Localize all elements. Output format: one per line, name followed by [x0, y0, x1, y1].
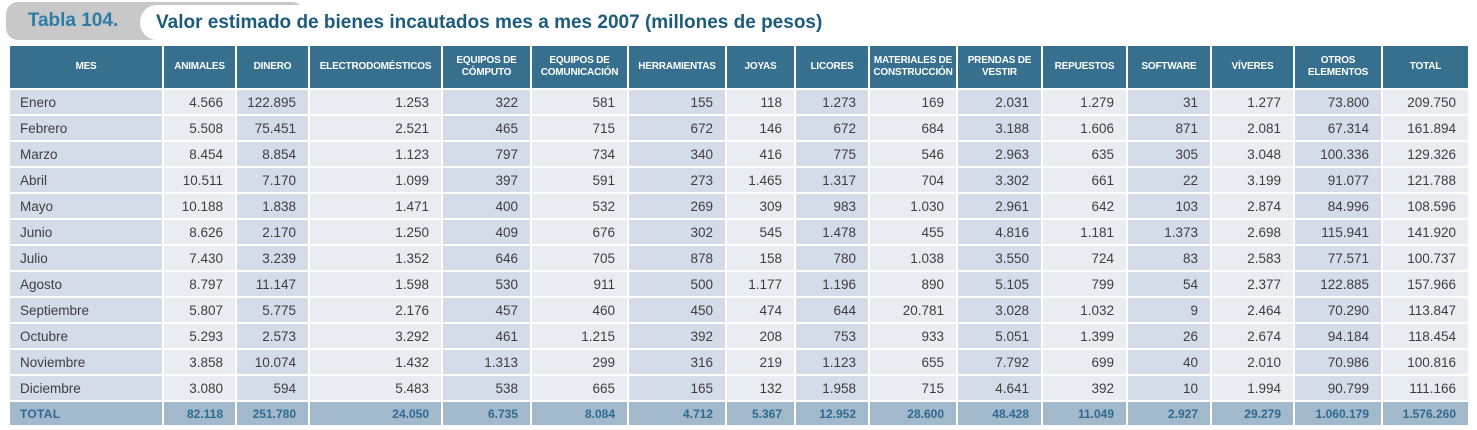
value-cell: 3.028 [958, 298, 1041, 322]
table-row [10, 298, 1468, 322]
table-row [10, 350, 1468, 374]
value-cell: 111.166 [1383, 376, 1468, 400]
value-cell: 1.399 [1043, 324, 1126, 348]
value-cell: 273 [629, 168, 725, 192]
value-cell: 5.293 [164, 324, 235, 348]
value-cell: 799 [1043, 272, 1126, 296]
table-row [10, 246, 1468, 270]
value-cell: 340 [629, 142, 725, 166]
table-row [10, 272, 1468, 296]
value-cell: 500 [629, 272, 725, 296]
value-cell: 2.170 [237, 220, 308, 244]
value-cell: 1.958 [796, 376, 868, 400]
month-cell: Junio [10, 220, 162, 244]
value-cell: 67.314 [1295, 116, 1381, 140]
value-cell: 3.239 [237, 246, 308, 270]
value-cell: 871 [1128, 116, 1210, 140]
column-header: EQUIPOS DE CÓMPUTO [443, 46, 530, 88]
value-cell: 1.030 [870, 194, 956, 218]
value-cell: 715 [532, 116, 627, 140]
value-cell: 2.874 [1212, 194, 1293, 218]
column-header: ANIMALES [164, 46, 235, 88]
column-header: PRENDAS DE VESTIR [958, 46, 1041, 88]
value-cell: 5.483 [310, 376, 441, 400]
value-cell: 8.797 [164, 272, 235, 296]
value-cell: 146 [727, 116, 794, 140]
value-cell: 780 [796, 246, 868, 270]
value-cell: 121.788 [1383, 168, 1468, 192]
value-cell: 457 [443, 298, 530, 322]
column-header: REPUESTOS [1043, 46, 1126, 88]
value-cell: 31 [1128, 90, 1210, 114]
value-cell: 2.464 [1212, 298, 1293, 322]
value-cell: 7.792 [958, 350, 1041, 374]
value-cell: 3.048 [1212, 142, 1293, 166]
value-cell: 3.550 [958, 246, 1041, 270]
column-header: VÍVERES [1212, 46, 1293, 88]
value-cell: 983 [796, 194, 868, 218]
value-cell: 9 [1128, 298, 1210, 322]
value-cell: 219 [727, 350, 794, 374]
value-cell: 157.966 [1383, 272, 1468, 296]
value-cell: 392 [1043, 376, 1126, 400]
value-cell: 546 [870, 142, 956, 166]
total-label-cell: TOTAL [10, 402, 162, 425]
value-cell: 2.031 [958, 90, 1041, 114]
value-cell: 753 [796, 324, 868, 348]
value-cell: 322 [443, 90, 530, 114]
value-cell: 705 [532, 246, 627, 270]
value-cell: 1.317 [796, 168, 868, 192]
value-cell: 1.352 [310, 246, 441, 270]
value-cell: 1.432 [310, 350, 441, 374]
total-value-cell: 4.712 [629, 402, 725, 425]
column-header: HERRAMIENTAS [629, 46, 725, 88]
value-cell: 209.750 [1383, 90, 1468, 114]
value-cell: 77.571 [1295, 246, 1381, 270]
value-cell: 155 [629, 90, 725, 114]
value-cell: 1.279 [1043, 90, 1126, 114]
value-cell: 461 [443, 324, 530, 348]
month-cell: Diciembre [10, 376, 162, 400]
value-cell: 5.807 [164, 298, 235, 322]
total-value-cell: 11.049 [1043, 402, 1126, 425]
total-value-cell: 29.279 [1212, 402, 1293, 425]
value-cell: 1.273 [796, 90, 868, 114]
table-row [10, 116, 1468, 140]
value-cell: 704 [870, 168, 956, 192]
value-cell: 400 [443, 194, 530, 218]
total-row [10, 402, 1468, 425]
value-cell: 3.080 [164, 376, 235, 400]
value-cell: 1.123 [796, 350, 868, 374]
total-value-cell: 82.118 [164, 402, 235, 425]
value-cell: 2.010 [1212, 350, 1293, 374]
month-cell: Febrero [10, 116, 162, 140]
value-cell: 2.081 [1212, 116, 1293, 140]
value-cell: 2.963 [958, 142, 1041, 166]
column-header: JOYAS [727, 46, 794, 88]
value-cell: 409 [443, 220, 530, 244]
column-header: MATERIALES DE CONSTRUCCIÓN [870, 46, 956, 88]
value-cell: 591 [532, 168, 627, 192]
value-cell: 1.099 [310, 168, 441, 192]
value-cell: 1.032 [1043, 298, 1126, 322]
column-header: OTROS ELEMENTOS [1295, 46, 1381, 88]
title-panel [140, 5, 1477, 40]
column-header: TOTAL [1383, 46, 1468, 88]
value-cell: 11.147 [237, 272, 308, 296]
value-cell: 1.598 [310, 272, 441, 296]
value-cell: 655 [870, 350, 956, 374]
value-cell: 665 [532, 376, 627, 400]
value-cell: 70.290 [1295, 298, 1381, 322]
value-cell: 1.465 [727, 168, 794, 192]
value-cell: 530 [443, 272, 530, 296]
value-cell: 1.606 [1043, 116, 1126, 140]
total-value-cell: 2.927 [1128, 402, 1210, 425]
value-cell: 7.170 [237, 168, 308, 192]
value-cell: 594 [237, 376, 308, 400]
value-cell: 2.674 [1212, 324, 1293, 348]
total-value-cell: 12.952 [796, 402, 868, 425]
value-cell: 1.277 [1212, 90, 1293, 114]
value-cell: 10.074 [237, 350, 308, 374]
value-cell: 797 [443, 142, 530, 166]
value-cell: 911 [532, 272, 627, 296]
table-row [10, 376, 1468, 400]
value-cell: 100.816 [1383, 350, 1468, 374]
value-cell: 715 [870, 376, 956, 400]
value-cell: 141.920 [1383, 220, 1468, 244]
value-cell: 83 [1128, 246, 1210, 270]
table-row [10, 324, 1468, 348]
value-cell: 646 [443, 246, 530, 270]
value-cell: 1.471 [310, 194, 441, 218]
value-cell: 1.181 [1043, 220, 1126, 244]
value-cell: 208 [727, 324, 794, 348]
value-cell: 3.292 [310, 324, 441, 348]
total-value-cell: 28.600 [870, 402, 956, 425]
month-cell: Mayo [10, 194, 162, 218]
month-cell: Julio [10, 246, 162, 270]
table-body [10, 90, 1468, 400]
value-cell: 26 [1128, 324, 1210, 348]
value-cell: 1.038 [870, 246, 956, 270]
value-cell: 100.336 [1295, 142, 1381, 166]
value-cell: 118.454 [1383, 324, 1468, 348]
value-cell: 672 [796, 116, 868, 140]
column-header: EQUIPOS DE COMUNICACIÓN [532, 46, 627, 88]
value-cell: 309 [727, 194, 794, 218]
value-cell: 269 [629, 194, 725, 218]
month-cell: Marzo [10, 142, 162, 166]
value-cell: 1.838 [237, 194, 308, 218]
column-header: LICORES [796, 46, 868, 88]
value-cell: 10.188 [164, 194, 235, 218]
page-title: Valor estimado de bienes incautados mes a mes 2007 (millones de pesos) [156, 11, 823, 33]
value-cell: 672 [629, 116, 725, 140]
value-cell: 129.326 [1383, 142, 1468, 166]
value-cell: 4.641 [958, 376, 1041, 400]
month-cell: Noviembre [10, 350, 162, 374]
value-cell: 122.895 [237, 90, 308, 114]
value-cell: 122.885 [1295, 272, 1381, 296]
column-header: ELECTRODOMÉSTICOS [310, 46, 441, 88]
value-cell: 1.123 [310, 142, 441, 166]
value-cell: 661 [1043, 168, 1126, 192]
value-cell: 545 [727, 220, 794, 244]
total-value-cell: 8.084 [532, 402, 627, 425]
value-cell: 5.775 [237, 298, 308, 322]
month-cell: Enero [10, 90, 162, 114]
value-cell: 299 [532, 350, 627, 374]
value-cell: 878 [629, 246, 725, 270]
value-cell: 4.816 [958, 220, 1041, 244]
column-header: SOFTWARE [1128, 46, 1210, 88]
value-cell: 10 [1128, 376, 1210, 400]
value-cell: 5.105 [958, 272, 1041, 296]
value-cell: 699 [1043, 350, 1126, 374]
value-cell: 8.454 [164, 142, 235, 166]
month-cell: Septiembre [10, 298, 162, 322]
value-cell: 161.894 [1383, 116, 1468, 140]
value-cell: 70.986 [1295, 350, 1381, 374]
value-cell: 118 [727, 90, 794, 114]
value-cell: 5.508 [164, 116, 235, 140]
value-cell: 7.430 [164, 246, 235, 270]
value-cell: 416 [727, 142, 794, 166]
value-cell: 75.451 [237, 116, 308, 140]
value-cell: 8.854 [237, 142, 308, 166]
value-cell: 10.511 [164, 168, 235, 192]
value-cell: 3.302 [958, 168, 1041, 192]
value-cell: 465 [443, 116, 530, 140]
total-value-cell: 5.367 [727, 402, 794, 425]
value-cell: 302 [629, 220, 725, 244]
table-row [10, 168, 1468, 192]
value-cell: 90.799 [1295, 376, 1381, 400]
value-cell: 113.847 [1383, 298, 1468, 322]
value-cell: 642 [1043, 194, 1126, 218]
value-cell: 1.250 [310, 220, 441, 244]
value-cell: 3.188 [958, 116, 1041, 140]
value-cell: 644 [796, 298, 868, 322]
value-cell: 73.800 [1295, 90, 1381, 114]
value-cell: 158 [727, 246, 794, 270]
value-cell: 2.961 [958, 194, 1041, 218]
value-cell: 724 [1043, 246, 1126, 270]
value-cell: 474 [727, 298, 794, 322]
table-row [10, 194, 1468, 218]
value-cell: 2.176 [310, 298, 441, 322]
value-cell: 2.698 [1212, 220, 1293, 244]
value-cell: 455 [870, 220, 956, 244]
value-cell: 734 [532, 142, 627, 166]
month-cell: Agosto [10, 272, 162, 296]
value-cell: 538 [443, 376, 530, 400]
value-cell: 1.313 [443, 350, 530, 374]
value-cell: 5.051 [958, 324, 1041, 348]
value-cell: 100.737 [1383, 246, 1468, 270]
value-cell: 169 [870, 90, 956, 114]
value-cell: 2.573 [237, 324, 308, 348]
column-header: DINERO [237, 46, 308, 88]
value-cell: 91.077 [1295, 168, 1381, 192]
value-cell: 450 [629, 298, 725, 322]
value-cell: 2.521 [310, 116, 441, 140]
value-cell: 8.626 [164, 220, 235, 244]
month-cell: Abril [10, 168, 162, 192]
total-value-cell: 1.576.260 [1383, 402, 1468, 425]
value-cell: 532 [532, 194, 627, 218]
value-cell: 40 [1128, 350, 1210, 374]
value-cell: 1.215 [532, 324, 627, 348]
value-cell: 2.583 [1212, 246, 1293, 270]
total-value-cell: 6.735 [443, 402, 530, 425]
title-bar [0, 0, 1477, 44]
total-value-cell: 48.428 [958, 402, 1041, 425]
value-cell: 1.373 [1128, 220, 1210, 244]
value-cell: 84.996 [1295, 194, 1381, 218]
value-cell: 165 [629, 376, 725, 400]
value-cell: 2.377 [1212, 272, 1293, 296]
value-cell: 22 [1128, 168, 1210, 192]
table-number-label: Tabla 104. [27, 10, 119, 31]
table-row [10, 220, 1468, 244]
value-cell: 305 [1128, 142, 1210, 166]
value-cell: 1.177 [727, 272, 794, 296]
value-cell: 460 [532, 298, 627, 322]
table-row [10, 90, 1468, 114]
value-cell: 1.253 [310, 90, 441, 114]
value-cell: 933 [870, 324, 956, 348]
value-cell: 392 [629, 324, 725, 348]
value-cell: 103 [1128, 194, 1210, 218]
month-cell: Octubre [10, 324, 162, 348]
value-cell: 3.199 [1212, 168, 1293, 192]
value-cell: 684 [870, 116, 956, 140]
value-cell: 54 [1128, 272, 1210, 296]
value-cell: 4.566 [164, 90, 235, 114]
table-row [10, 142, 1468, 166]
total-value-cell: 1.060.179 [1295, 402, 1381, 425]
total-value-cell: 251.780 [237, 402, 308, 425]
value-cell: 1.478 [796, 220, 868, 244]
header-row [10, 46, 1468, 88]
value-cell: 132 [727, 376, 794, 400]
data-table [8, 44, 1470, 427]
value-cell: 316 [629, 350, 725, 374]
value-cell: 581 [532, 90, 627, 114]
value-cell: 20.781 [870, 298, 956, 322]
value-cell: 108.596 [1383, 194, 1468, 218]
value-cell: 397 [443, 168, 530, 192]
value-cell: 890 [870, 272, 956, 296]
value-cell: 676 [532, 220, 627, 244]
value-cell: 115.941 [1295, 220, 1381, 244]
value-cell: 635 [1043, 142, 1126, 166]
value-cell: 94.184 [1295, 324, 1381, 348]
value-cell: 775 [796, 142, 868, 166]
column-header: MES [10, 46, 162, 88]
value-cell: 1.196 [796, 272, 868, 296]
total-value-cell: 24.050 [310, 402, 441, 425]
value-cell: 1.994 [1212, 376, 1293, 400]
value-cell: 3.858 [164, 350, 235, 374]
